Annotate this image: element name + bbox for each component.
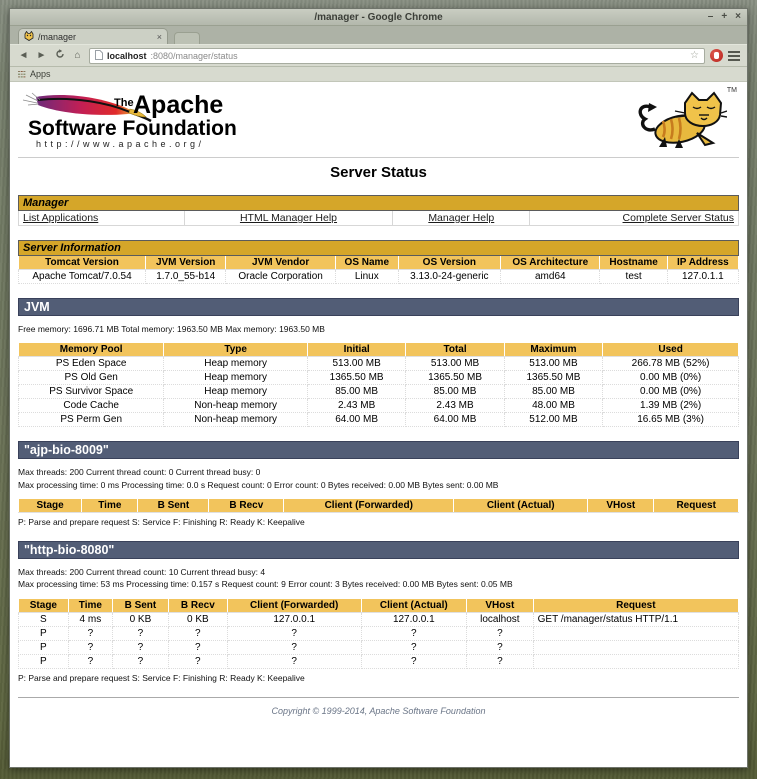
trademark-label: TM [726,87,737,94]
server-info-value-cell: Oracle Corporation [226,270,336,284]
manager-section-title: Manager [19,196,739,211]
jvm-memory-summary: Free memory: 1696.71 MB Total memory: 1963.50 MB Max memory: 1963.50 MB [18,324,325,334]
requests-header-cell: B Recv [168,598,227,612]
tomcat-favicon-icon [24,31,34,43]
manager-link-cell [393,211,530,226]
page-icon [95,50,103,62]
memory-pool-cell: 513.00 MB [504,357,602,371]
stage-legend: P: Parse and prepare request S: Service F: Finishing R: Ready K: Keepalive [18,672,305,683]
requests-header-cell: Client (Forwarded) [284,498,454,512]
memory-pool-header-cell: Total [406,343,504,357]
request-cell: ? [112,640,168,654]
server-info-value-cell: 3.13.0-24-generic [398,270,500,284]
connector-stats [18,466,739,491]
request-cell: ? [68,626,112,640]
page-content [10,82,747,767]
window-titlebar[interactable] [10,9,747,26]
request-cell: P [19,654,69,668]
tab-strip [10,26,747,44]
memory-pool-header-cell: Used [603,343,739,357]
masthead-divider [18,157,739,158]
server-info-header-cell: JVM Vendor [226,256,336,270]
request-cell: ? [168,626,227,640]
requests-header-cell: Client (Actual) [361,598,466,612]
memory-pool-row [19,371,739,385]
masthead [18,89,739,153]
server-info-value-cell: Apache Tomcat/7.0.54 [19,270,146,284]
home-button[interactable]: ⌂ [74,49,81,61]
server-info-header-cell: IP Address [667,256,738,270]
chrome-menu-icon[interactable] [728,51,740,61]
requests-header-cell: VHost [588,498,654,512]
logo-apache: Apache [133,91,224,119]
server-info-header-cell: OS Architecture [501,256,600,270]
request-cell: ? [361,654,466,668]
connector-stats [18,566,739,591]
requests-header-cell: Client (Forwarded) [227,598,361,612]
requests-header-cell: B Sent [112,598,168,612]
bookmark-star-icon[interactable]: ☆ [690,50,699,61]
request-cell: 0 KB [112,612,168,626]
request-cell: 127.0.0.1 [227,612,361,626]
server-info-header-cell: Tomcat Version [19,256,146,270]
maximize-button[interactable]: + [721,11,728,22]
memory-pool-cell: Non-heap memory [164,399,308,413]
logo-url: http://www.apache.org/ [36,139,205,149]
connector-requests-table [18,498,739,513]
back-button[interactable]: ◄ [18,49,29,61]
close-button[interactable]: × [735,11,741,22]
threads-stats-line: Max threads: 200 Current thread count: 10 Current thread busy: 4 [18,566,266,577]
window-title: /manager - Google Chrome [314,11,443,23]
memory-pool-cell: Code Cache [19,399,164,413]
memory-pool-cell: Heap memory [164,371,308,385]
request-cell: ? [467,654,534,668]
memory-pool-cell: 513.00 MB [406,357,504,371]
manager-nav-table [18,195,739,226]
server-info-section-title: Server Information [19,241,739,256]
request-cell [533,640,738,654]
apache-logo [18,89,318,153]
memory-pool-cell: 85.00 MB [504,385,602,399]
tab-close-icon[interactable]: × [156,31,162,42]
memory-pool-row [19,413,739,427]
server-info-value-cell: test [600,270,667,284]
manager-link-manager-help[interactable]: Manager Help [428,212,495,224]
bookmarks-bar [10,67,747,82]
memory-pool-cell: 16.65 MB (3%) [603,413,739,427]
request-row [19,626,739,640]
minimize-button[interactable]: – [707,11,714,22]
processing-stats-line: Max processing time: 0 ms Processing time: 0.0 s Request count: 0 Error count: 0 Bytes received: 0.00 MB Bytes sent: 0.00 MB [18,479,499,490]
adblock-extension-icon[interactable] [710,49,723,62]
memory-pool-cell: 1.39 MB (2%) [603,399,739,413]
manager-link-cell [184,211,393,226]
connector-section-header: "ajp-bio-8009" [18,441,739,459]
url-host: localhost [107,50,147,61]
memory-pool-cell: 1365.50 MB [504,371,602,385]
request-cell: P [19,640,69,654]
page-title: Server Status [330,164,427,181]
apps-shortcut[interactable]: Apps [30,69,51,79]
server-info-value-cell: 1.7.0_55-b14 [146,270,226,284]
memory-pool-header-cell: Memory Pool [19,343,164,357]
server-info-value-cell: 127.0.1.1 [667,270,738,284]
requests-header-cell: B Sent [138,498,209,512]
tab-manager[interactable] [18,28,168,44]
requests-header-cell: Request [533,598,738,612]
memory-pool-header-cell: Initial [307,343,405,357]
memory-pool-cell: 513.00 MB [307,357,405,371]
request-cell: ? [467,640,534,654]
manager-link-list-applications[interactable]: List Applications [23,212,99,224]
memory-pool-cell: PS Perm Gen [19,413,164,427]
memory-pool-row [19,357,739,371]
request-cell: ? [68,654,112,668]
requests-header-cell: Client (Actual) [454,498,588,512]
requests-header-cell: Time [82,498,138,512]
memory-pool-header-cell: Maximum [504,343,602,357]
requests-header-row [19,498,739,512]
request-cell: 0 KB [168,612,227,626]
forward-button[interactable]: ► [36,49,47,61]
requests-header-cell: B Recv [209,498,284,512]
request-cell: S [19,612,69,626]
browser-window [9,8,748,768]
connector-requests-table [18,598,739,669]
processing-stats-line: Max processing time: 53 ms Processing time: 0.157 s Request count: 9 Error count: 3 Bytes received: 0.00 MB Bytes sent: 0.05 MB [18,579,513,590]
server-info-value-cell: Linux [335,270,398,284]
memory-pool-header-row [19,343,739,357]
server-info-header-row [19,256,739,270]
memory-pool-table [18,342,739,427]
tab-title: /manager [38,31,77,42]
copyright-notice: Copyright © 1999-2014, Apache Software Foundation [271,705,486,716]
server-info-header-cell: Hostname [600,256,667,270]
request-cell: 4 ms [68,612,112,626]
request-cell: ? [168,640,227,654]
request-cell: GET /manager/status HTTP/1.1 [533,612,738,626]
memory-pool-cell: 48.00 MB [504,399,602,413]
request-cell: ? [168,654,227,668]
memory-pool-cell: 2.43 MB [307,399,405,413]
request-cell: ? [112,654,168,668]
request-cell: ? [68,640,112,654]
manager-link-complete-server-status[interactable]: Complete Server Status [622,212,734,224]
requests-header-cell: Request [654,498,739,512]
new-tab-button[interactable] [174,32,200,44]
memory-pool-cell: 64.00 MB [307,413,405,427]
memory-pool-header-cell: Type [164,343,308,357]
request-cell: P [19,626,69,640]
request-cell: ? [361,640,466,654]
memory-pool-cell: Heap memory [164,385,308,399]
requests-header-cell: Time [68,598,112,612]
jvm-section-header: JVM [18,298,739,316]
requests-header-cell: Stage [19,598,69,612]
memory-pool-cell: PS Survivor Space [19,385,164,399]
memory-pool-cell: 1365.50 MB [307,371,405,385]
request-cell: ? [227,626,361,640]
reload-button[interactable] [53,49,66,62]
browser-toolbar [10,44,747,67]
requests-header-cell: Stage [19,498,82,512]
memory-pool-row [19,385,739,399]
footer-divider [18,697,739,698]
apps-grid-icon [18,71,25,78]
stage-legend: P: Parse and prepare request S: Service F: Finishing R: Ready K: Keepalive [18,516,305,527]
url-path: :8080/manager/status [150,50,238,61]
memory-pool-cell: Non-heap memory [164,413,308,427]
server-info-header-cell: OS Version [398,256,500,270]
logo-the: The [114,97,134,109]
manager-link-html-manager-help[interactable]: HTML Manager Help [239,212,338,224]
request-row [19,640,739,654]
request-cell: ? [467,626,534,640]
request-cell: localhost [467,612,534,626]
logo-software-foundation: Software Foundation [28,117,237,140]
request-cell: ? [227,640,361,654]
address-bar[interactable] [89,48,705,64]
memory-pool-cell: 512.00 MB [504,413,602,427]
memory-pool-cell: 2.43 MB [406,399,504,413]
memory-pool-cell: 85.00 MB [307,385,405,399]
memory-pool-cell: 0.00 MB (0%) [603,385,739,399]
server-info-value-cell: amd64 [501,270,600,284]
request-cell [533,654,738,668]
threads-stats-line: Max threads: 200 Current thread count: 0 Current thread busy: 0 [18,467,261,478]
server-info-header-cell: OS Name [335,256,398,270]
server-info-header-cell: JVM Version [146,256,226,270]
memory-pool-cell: 0.00 MB (0%) [603,371,739,385]
server-info-table [18,240,739,284]
memory-pool-row [19,399,739,413]
connector-section-header: "http-bio-8080" [18,541,739,559]
manager-link-cell [19,211,185,226]
memory-pool-cell: Heap memory [164,357,308,371]
request-cell: 127.0.0.1 [361,612,466,626]
memory-pool-cell: 266.78 MB (52%) [603,357,739,371]
request-cell: ? [361,626,466,640]
manager-links-row [19,211,739,226]
request-row [19,654,739,668]
memory-pool-cell: 64.00 MB [406,413,504,427]
requests-header-cell: VHost [467,598,534,612]
memory-pool-cell: 85.00 MB [406,385,504,399]
memory-pool-cell: PS Old Gen [19,371,164,385]
memory-pool-cell: 1365.50 MB [406,371,504,385]
request-cell: ? [227,654,361,668]
tomcat-logo [635,89,735,153]
server-info-data-row [19,270,739,284]
request-cell [533,626,738,640]
request-cell: ? [112,626,168,640]
request-row [19,612,739,626]
requests-header-row [19,598,739,612]
manager-link-cell [530,211,739,226]
memory-pool-cell: PS Eden Space [19,357,164,371]
